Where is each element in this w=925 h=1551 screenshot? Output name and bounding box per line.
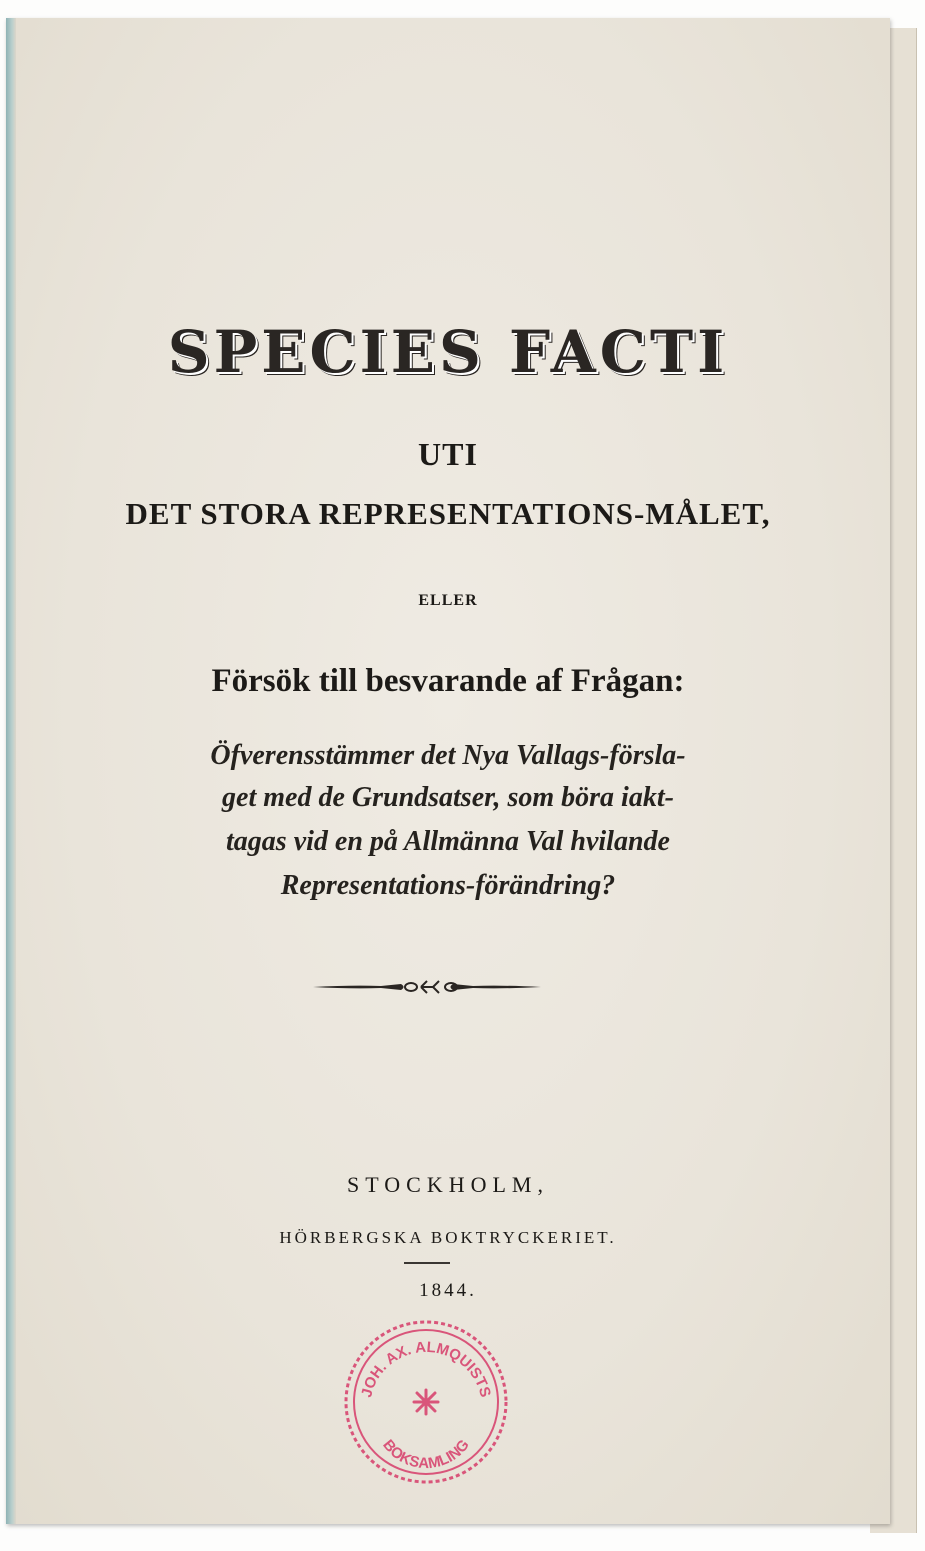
main-title: SPECIES FACTI [167, 318, 729, 386]
subtitle-forsok: Försök till besvarande af Frågan: [211, 663, 685, 699]
title-page [6, 18, 890, 1524]
imprint-city: STOCKHOLM, [346, 1172, 549, 1197]
imprint-year: 1844. [419, 1280, 477, 1301]
imprint-press: HÖRBERGSKA BOKTRYCKERIET. [279, 1228, 617, 1247]
library-stamp [340, 1316, 512, 1488]
ornament-divider-icon [311, 976, 543, 998]
svg-text:BOKSAMLING: BOKSAMLING [379, 1436, 473, 1473]
imprint-rule [404, 1262, 450, 1264]
subtitle-eller: ELLER [418, 592, 478, 609]
question-line: Öfverensstämmer det Nya Vallags-försla- [210, 740, 686, 771]
question-line: tagas vid en på Allmänna Val hvilande [226, 826, 670, 857]
star-icon [414, 1390, 438, 1414]
subtitle-det-stora: DET STORA REPRESENTATIONS-MÅLET, [125, 496, 771, 531]
svg-text:JOH. AX. ALMQUISTS: JOH. AX. ALMQUISTS [358, 1338, 494, 1400]
question-line: get med de Grundsatser, som böra iakt- [222, 782, 674, 813]
subtitle-uti: UTI [418, 436, 478, 472]
question-line: Representations-förändring? [280, 870, 616, 901]
